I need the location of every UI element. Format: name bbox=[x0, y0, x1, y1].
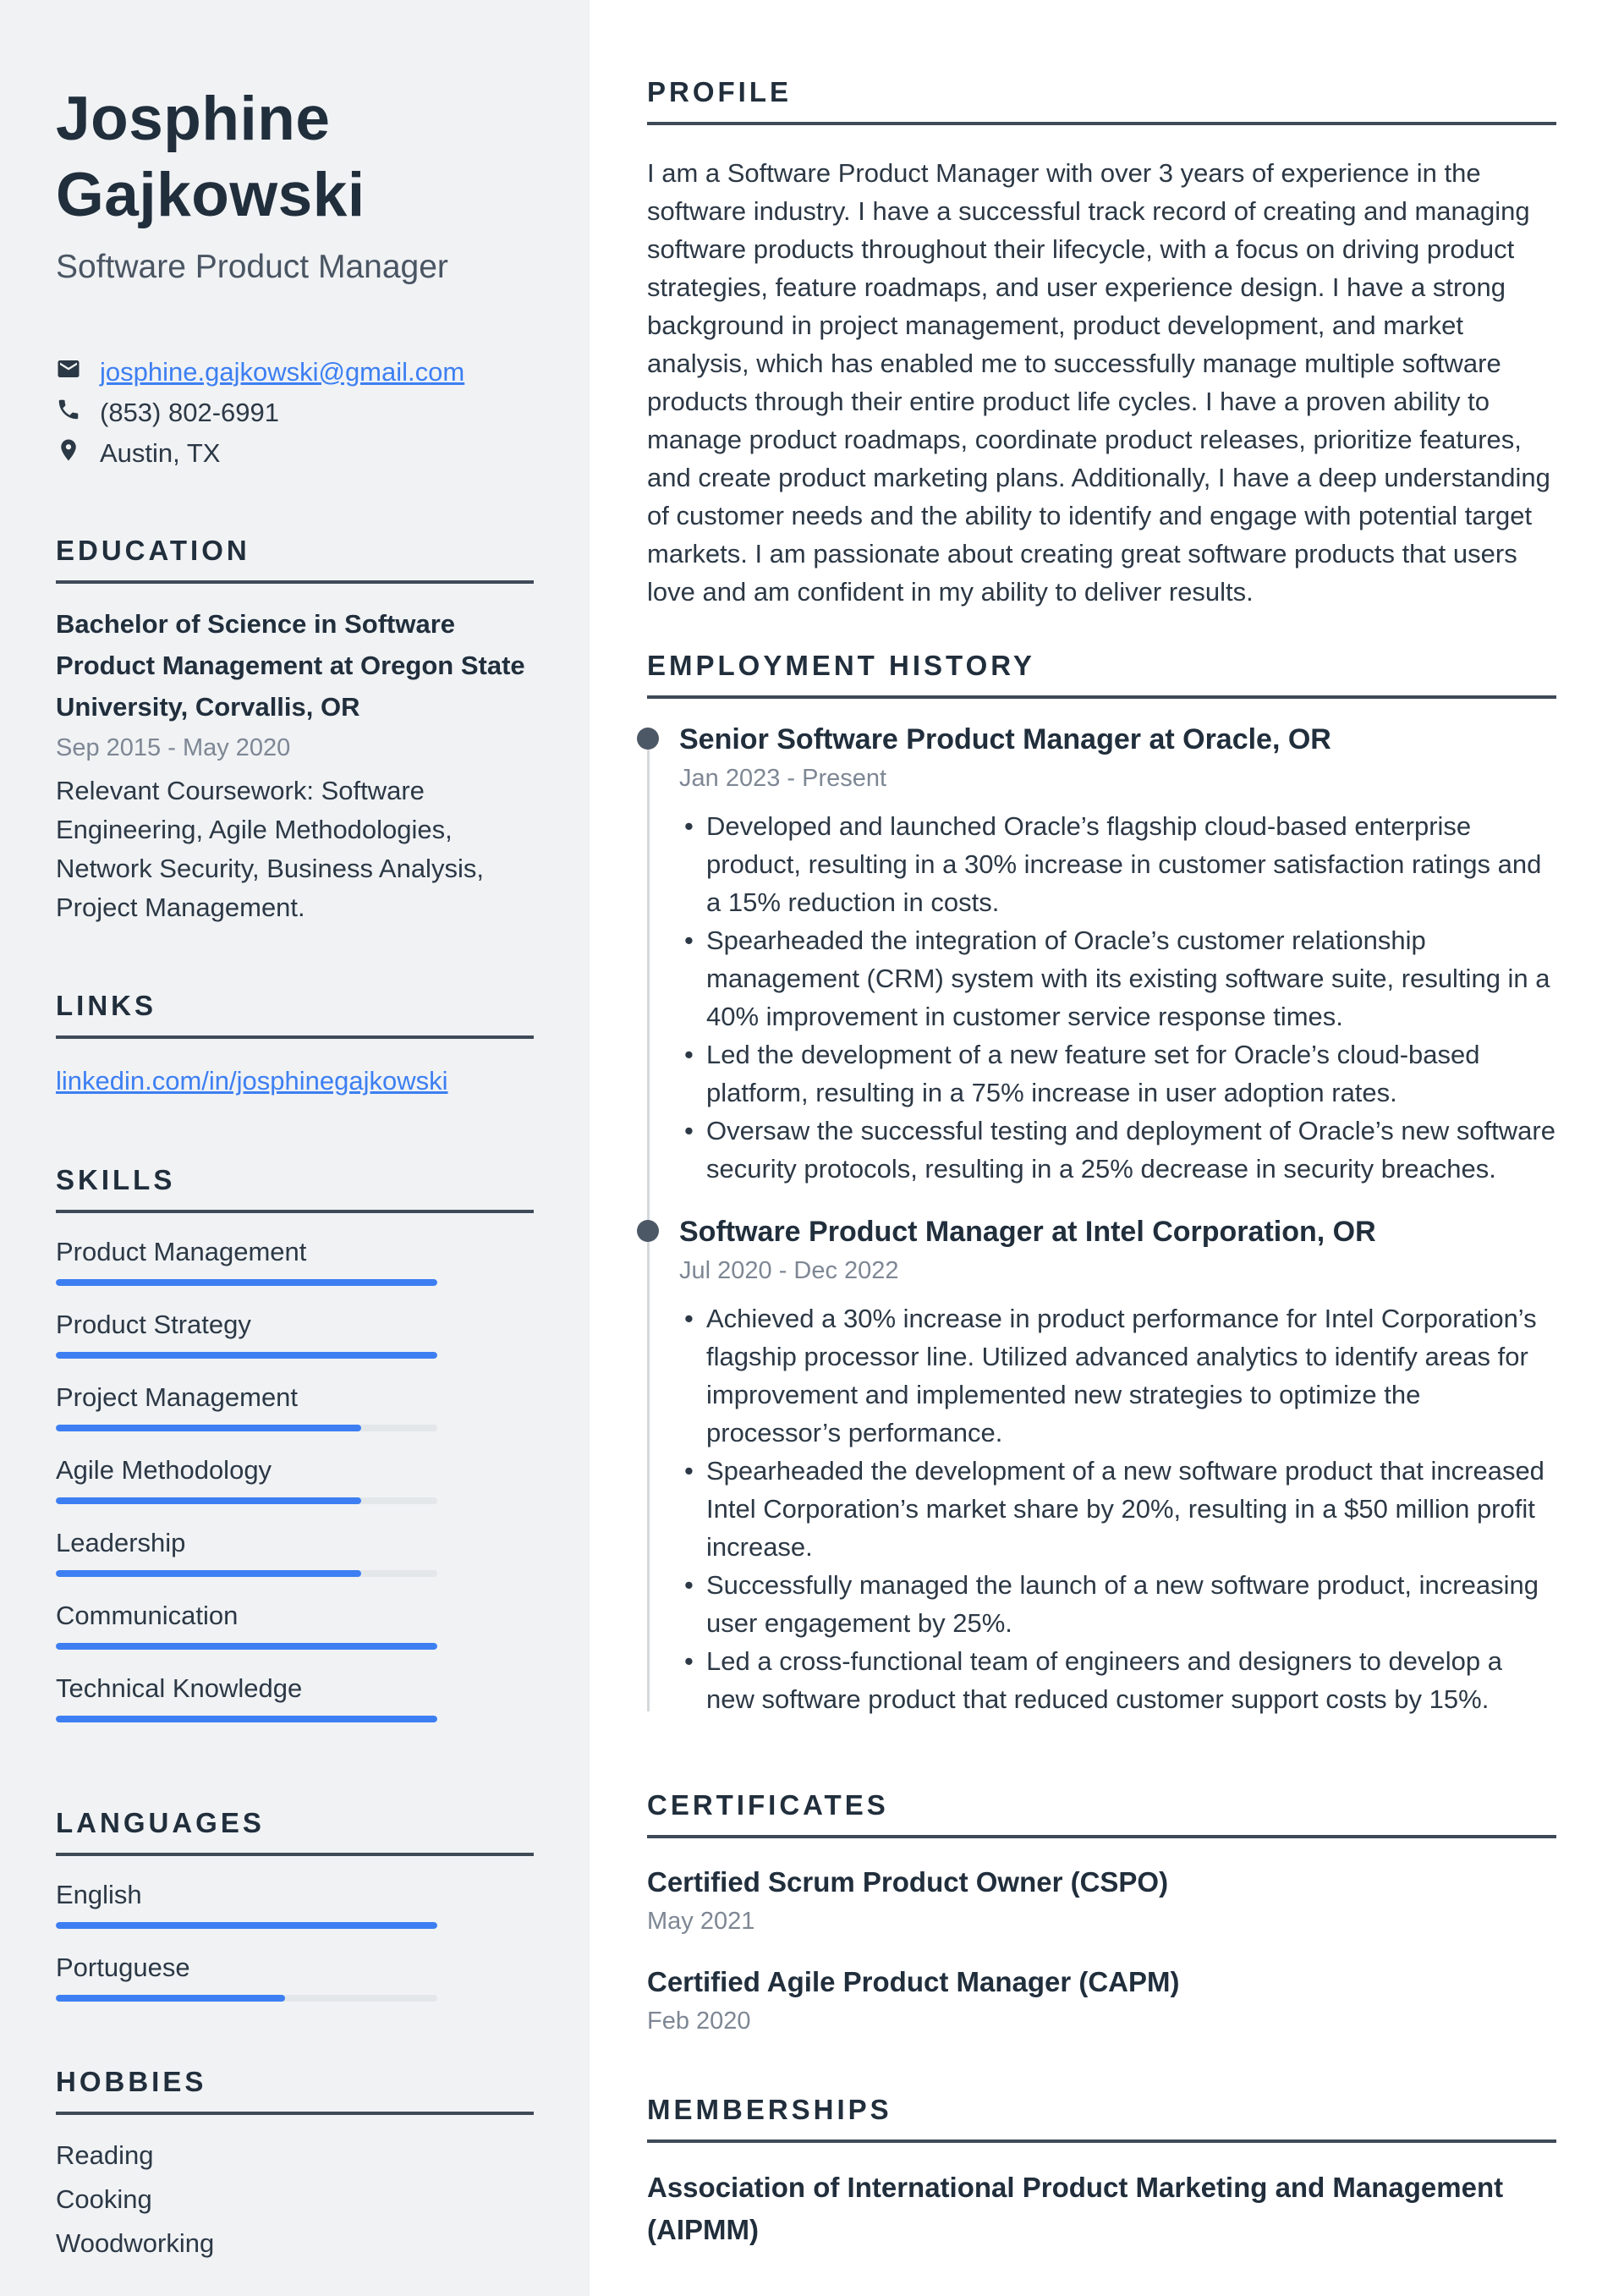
sidebar bbox=[0, 0, 590, 2296]
contact-row-phone bbox=[56, 393, 534, 433]
memberships-list bbox=[647, 2167, 1556, 2251]
job-date: Jul 2020 - Dec 2022 bbox=[679, 1257, 899, 1284]
education-degree: Bachelor of Science in Software Product Management at Oregon State University, Corvallis, OR bbox=[56, 608, 525, 722]
skill-bar-fill bbox=[56, 1643, 437, 1650]
email-link[interactable]: josphine.gajkowski@gmail.com bbox=[100, 356, 465, 387]
contact-block bbox=[56, 352, 534, 474]
languages-list bbox=[56, 1878, 534, 2002]
skill-label: Leadership bbox=[56, 1528, 186, 1558]
education-heading: EDUCATION bbox=[56, 535, 534, 584]
mail-icon bbox=[56, 356, 81, 388]
skill-label: Product Strategy bbox=[56, 1310, 251, 1340]
skill-bar-track bbox=[56, 1352, 437, 1359]
skill-label: Agile Methodology bbox=[56, 1455, 272, 1486]
certificate-date: Feb 2020 bbox=[647, 2008, 751, 2035]
certificate-item bbox=[647, 1864, 1556, 1938]
language-label: English bbox=[56, 1880, 142, 1910]
timeline-dot bbox=[637, 1220, 659, 1242]
certificates-heading: CERTIFICATES bbox=[647, 1789, 1556, 1838]
linkedin-link[interactable]: linkedin.com/in/josphinegajkowski bbox=[56, 1066, 448, 1096]
job-bullet: • Led the development of a new feature set for Oracle’s cloud-based platform, resulting in a 75% increase in user adoption rates. bbox=[679, 1035, 1556, 1112]
job-bullet: • Led a cross-functional team of engineers and designers to develop a new software product that reduced customer support costs by 15%. bbox=[679, 1642, 1556, 1718]
skill-bar-track bbox=[56, 1716, 437, 1722]
skill-label: Project Management bbox=[56, 1382, 299, 1413]
languages-heading: LANGUAGES bbox=[56, 1807, 534, 1856]
skills-list bbox=[56, 1235, 534, 1722]
person-role: Software Product Manager bbox=[56, 248, 448, 285]
job-entry bbox=[679, 721, 1556, 1188]
profile-text: I am a Software Product Manager with over 3 years of experience in the software industry. I have a successful track record of creating and managing software products throughout their lifecycle, with a focus on driving product strategies, feature roadmaps, and user experience design. I have a strong background in project management, product development, and market analysis, which has enabled me to successfully manage multiple software products through their entire product life cycles. I have a proven ability to manage product roadmaps, coordinate product releases, prioritize features, and create product marketing plans. Additionally, I have a deep understanding of customer needs and the ability to identify and engage with potential target markets. I am passionate about creating great software products that users love and am confident in my ability to deliver results. bbox=[647, 158, 1550, 607]
employment-timeline bbox=[647, 721, 1556, 1718]
employment-section bbox=[647, 650, 1556, 1718]
hobbies-heading: HOBBIES bbox=[56, 2066, 534, 2115]
certificate-title: Certified Agile Product Manager (CAPM) bbox=[647, 1966, 1180, 1997]
certificates-list bbox=[647, 1864, 1556, 2038]
phone-icon bbox=[56, 397, 81, 429]
language-label: Portuguese bbox=[56, 1953, 190, 1983]
skill-bar-fill bbox=[56, 1716, 437, 1722]
location-pin-icon bbox=[56, 437, 81, 470]
job-bullets bbox=[679, 807, 1556, 1188]
person-name: Josphine Gajkowski bbox=[56, 85, 365, 229]
skills-section bbox=[56, 1164, 534, 1722]
hobbies-list bbox=[56, 2134, 534, 2266]
skill-bar-track bbox=[56, 1643, 437, 1650]
education-date: Sep 2015 - May 2020 bbox=[56, 734, 291, 762]
job-bullet: • Spearheaded the development of a new software product that increased Intel Corporation’s market share by 20%, resulting in a $50 million profit increase. bbox=[679, 1452, 1556, 1566]
profile-section bbox=[647, 76, 1556, 611]
skill-item bbox=[56, 1381, 534, 1431]
job-bullet: • Developed and launched Oracle’s flagship cloud-based enterprise product, resulting in a 30% increase in customer satisfaction ratings and a 15% reduction in costs. bbox=[679, 807, 1556, 921]
job-title: Software Product Manager at Intel Corporation, OR bbox=[679, 1216, 1376, 1248]
certificate-item bbox=[647, 1964, 1556, 2038]
job-bullets bbox=[679, 1299, 1556, 1718]
employment-heading: EMPLOYMENT HISTORY bbox=[647, 650, 1556, 699]
job-bullet: • Successfully managed the launch of a new software product, increasing user engagement by 25%. bbox=[679, 1566, 1556, 1642]
languages-section bbox=[56, 1807, 534, 2002]
job-title: Senior Software Product Manager at Oracle, OR bbox=[679, 723, 1331, 755]
skill-bar-fill bbox=[56, 1497, 361, 1504]
skill-bar-fill bbox=[56, 1279, 437, 1286]
language-bar-track bbox=[56, 1922, 437, 1929]
timeline-dot bbox=[637, 728, 659, 750]
skill-label: Product Management bbox=[56, 1237, 307, 1267]
skills-heading: SKILLS bbox=[56, 1164, 534, 1213]
certificates-section bbox=[647, 1789, 1556, 2038]
skill-bar-track bbox=[56, 1497, 437, 1504]
skill-label: Communication bbox=[56, 1601, 239, 1631]
job-date: Jan 2023 - Present bbox=[679, 765, 887, 792]
skill-bar-track bbox=[56, 1570, 437, 1577]
skill-item bbox=[56, 1453, 534, 1504]
job-bullet: • Achieved a 30% increase in product performance for Intel Corporation’s flagship processor line. Utilized advanced analytics to identify areas for improvement and implemented new strategies to optimize the processor’s performance. bbox=[679, 1299, 1556, 1452]
certificate-title: Certified Scrum Product Owner (CSPO) bbox=[647, 1866, 1169, 1898]
skill-item bbox=[56, 1672, 534, 1722]
contact-row-location bbox=[56, 433, 534, 474]
skill-item bbox=[56, 1599, 534, 1650]
hobby-item: Reading bbox=[56, 2140, 154, 2171]
job-bullet: • Oversaw the successful testing and deployment of Oracle’s new software security protocols, resulting in a 25% decrease in security breaches. bbox=[679, 1112, 1556, 1188]
membership-title: Association of International Product Marketing and Management (AIPMM) bbox=[647, 2172, 1504, 2245]
skill-bar-fill bbox=[56, 1352, 437, 1359]
hobbies-section bbox=[56, 2066, 534, 2266]
language-item bbox=[56, 1878, 534, 1929]
hobby-item: Woodworking bbox=[56, 2228, 215, 2259]
skill-bar-track bbox=[56, 1279, 437, 1286]
links-heading: LINKS bbox=[56, 990, 534, 1039]
hobby-item: Cooking bbox=[56, 2184, 152, 2215]
education-section bbox=[56, 535, 534, 928]
skill-item bbox=[56, 1235, 534, 1286]
links-section bbox=[56, 990, 534, 1096]
skill-item bbox=[56, 1308, 534, 1359]
language-bar-fill bbox=[56, 1995, 285, 2002]
skill-label: Technical Knowledge bbox=[56, 1673, 303, 1704]
language-item bbox=[56, 1951, 534, 2002]
skill-bar-track bbox=[56, 1425, 437, 1431]
language-bar-fill bbox=[56, 1922, 437, 1929]
memberships-heading: MEMBERSHIPS bbox=[647, 2094, 1556, 2143]
skill-item bbox=[56, 1526, 534, 1577]
contact-row-email bbox=[56, 352, 534, 393]
job-bullet: • Spearheaded the integration of Oracle’s customer relationship management (CRM) system with its existing software suite, resulting in a 40% improvement in customer service response times. bbox=[679, 921, 1556, 1035]
certificate-date: May 2021 bbox=[647, 1908, 755, 1935]
language-bar-track bbox=[56, 1995, 437, 2002]
education-details: Relevant Coursework: Software Engineering, Agile Methodologies, Network Security, Business Analysis, Project Management. bbox=[56, 776, 484, 923]
skill-bar-fill bbox=[56, 1425, 361, 1431]
main-column bbox=[590, 0, 1624, 2296]
location-text: Austin, TX bbox=[100, 437, 221, 468]
memberships-section bbox=[647, 2094, 1556, 2251]
job-entry bbox=[679, 1213, 1556, 1718]
profile-heading: PROFILE bbox=[647, 76, 1556, 125]
phone-number: (853) 802-6991 bbox=[100, 397, 279, 427]
skill-bar-fill bbox=[56, 1570, 361, 1577]
